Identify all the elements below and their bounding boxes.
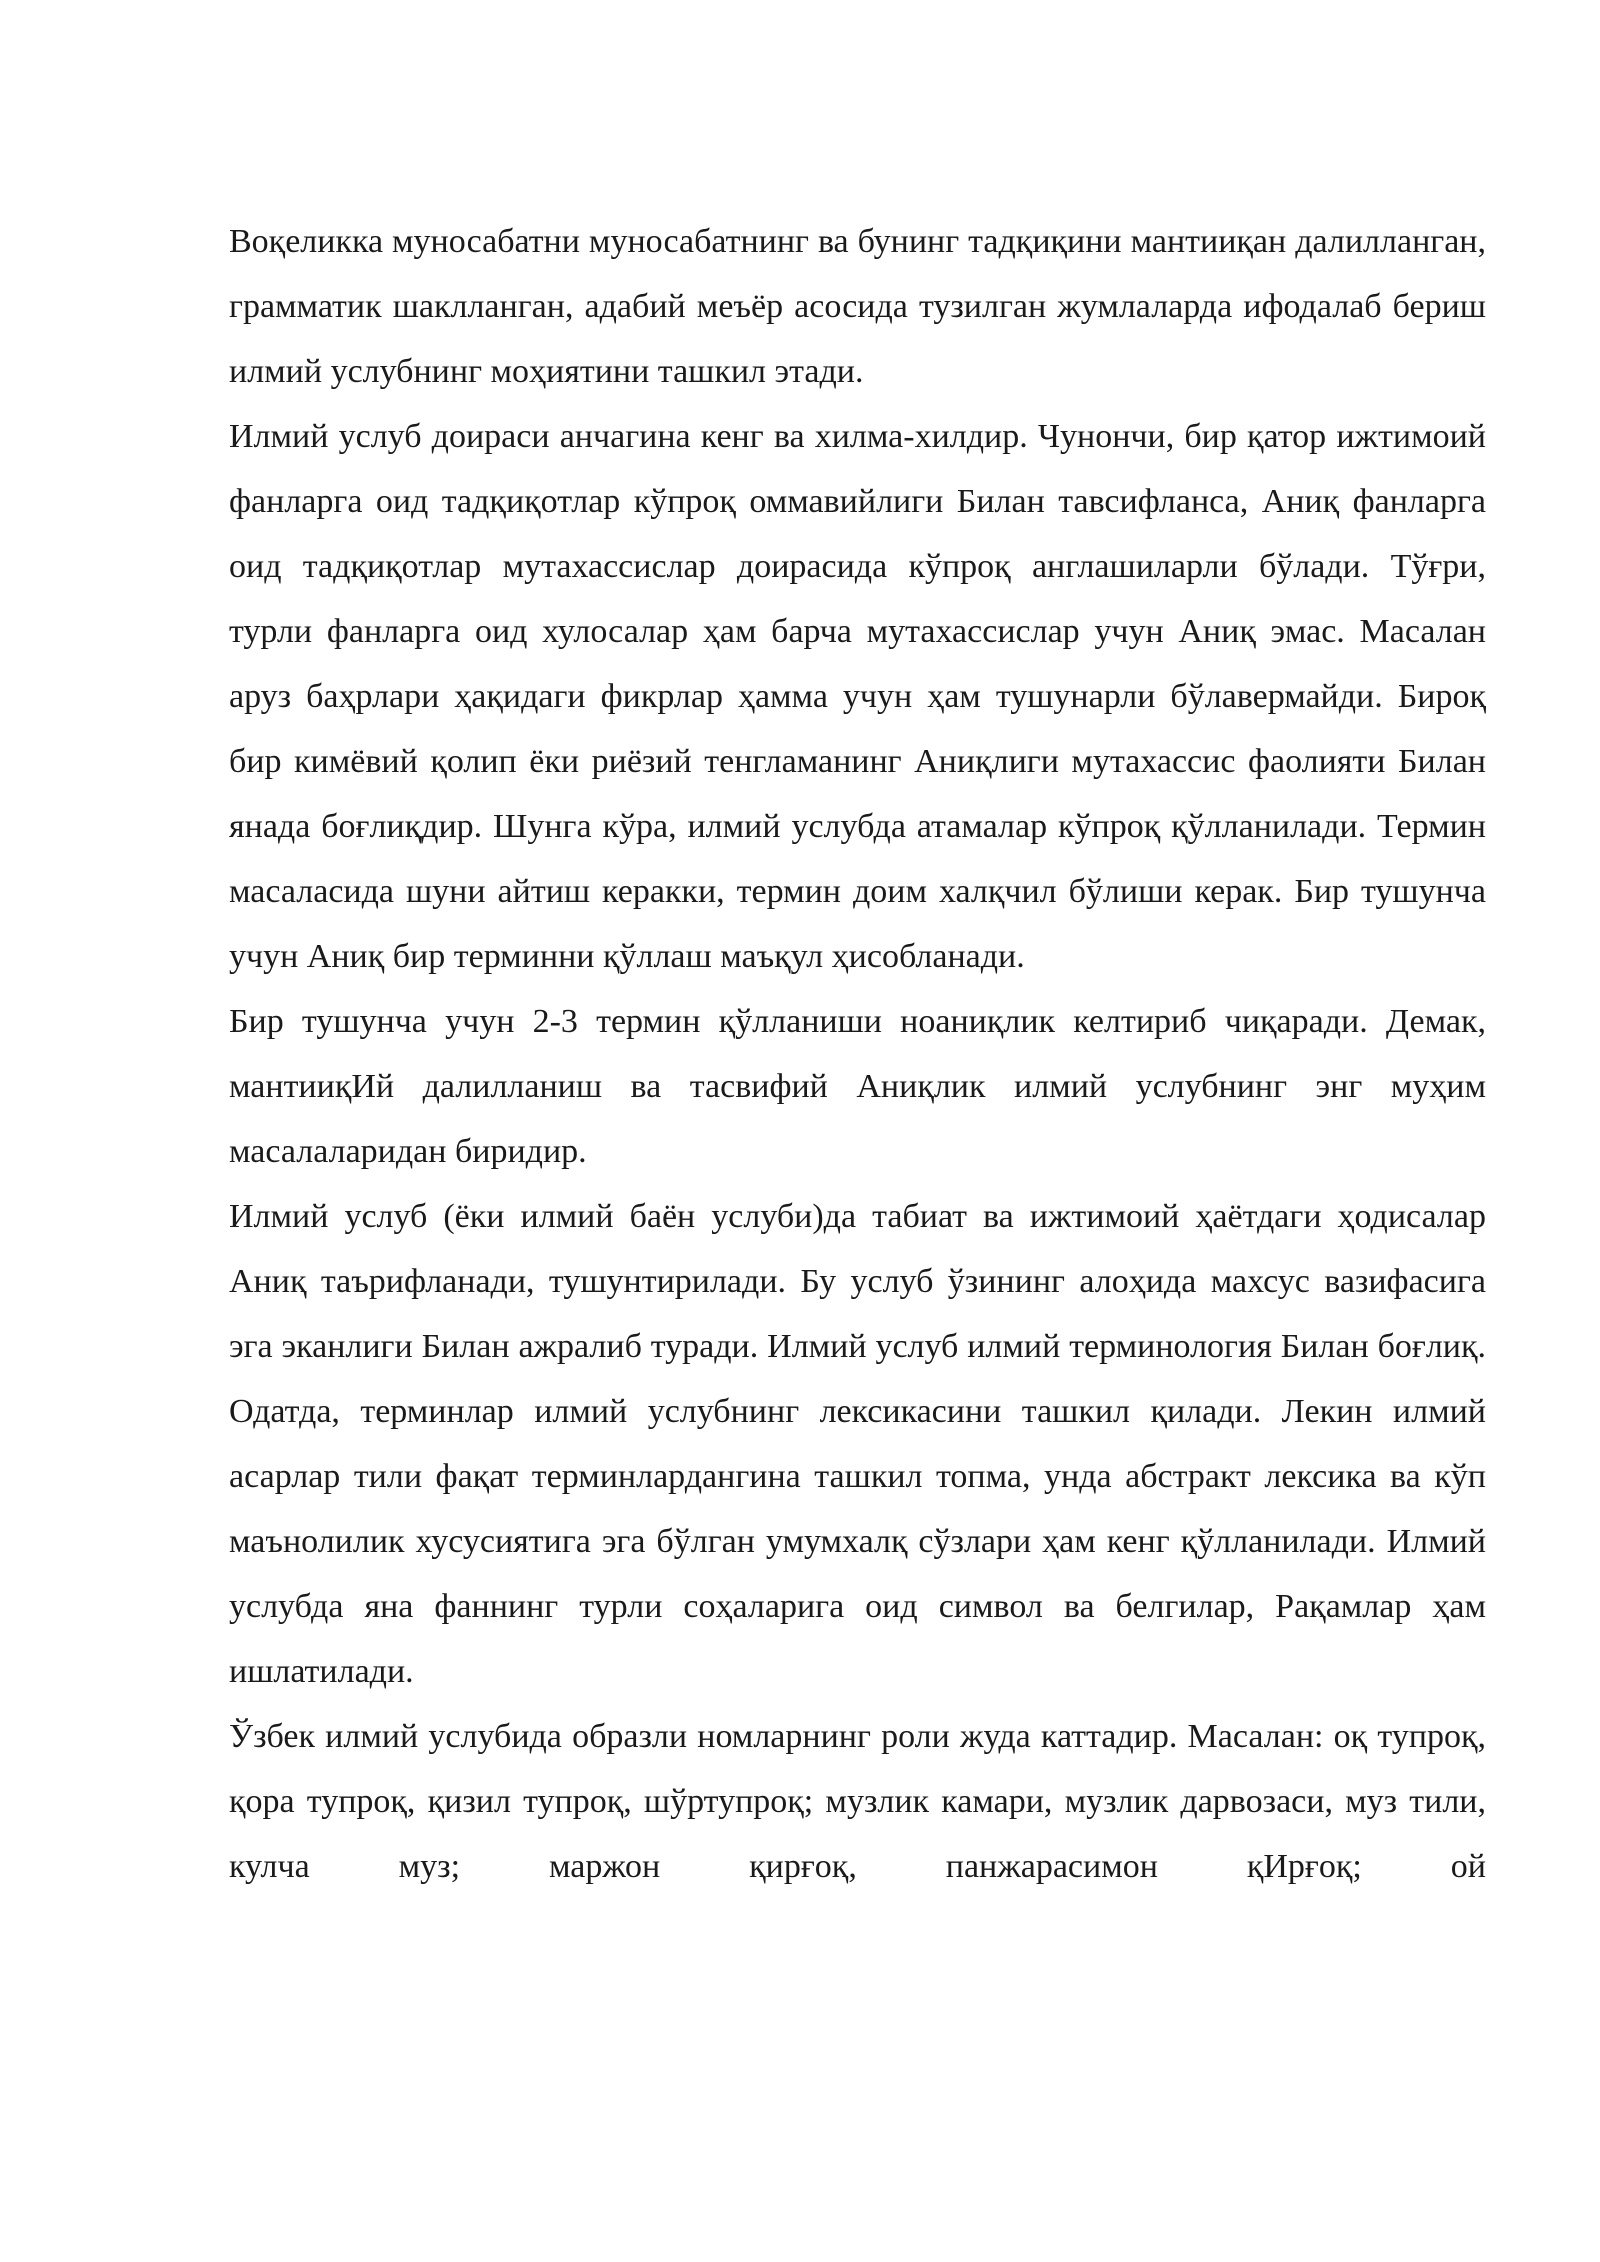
- paragraph-2: Илмий услуб доираси анчагина кенг ва хилма-хилдир. Чунончи, бир қатор ижтимоий фанларга оид тадқиқотлар кўпроқ оммавийлиги Билан тавсифланса, Аниқ фанларга оид тадқиқотлар мутахассислар доирасида кўпроқ англашиларли бўлади. Тўғри, турли фанларга оид хулосалар ҳам барча мутахассислар учун Аниқ эмас. Масалан аруз баҳрлари ҳақидаги фикрлар ҳамма учун ҳам тушунарли бўлавермайди. Бироқ бир кимёвий қолип ёки риёзий тенгламанинг Аниқлиги мутахассис фаолияти Билан янада боғлиқдир. Шунга кўра, илмий услубда атамалар кўпроқ қўлланилади. Термин масаласида шуни айтиш керакки, термин доим халқчил бўлиши керак. Бир тушунча учун Аниқ бир терминни қўллаш маъқул ҳисобланади.: [229, 418, 1486, 975]
- document-body: [229, 209, 1486, 1899]
- paragraph-4: Илмий услуб (ёки илмий баён услуби)да табиат ва ижтимоий ҳаётдаги ҳодисалар Аниқ таърифланади, тушунтирилади. Бу услуб ўзининг алоҳида махсус вазифасига эга эканлиги Билан ажралиб туради. Илмий услуб илмий терминология Билан боғлиқ. Одатда, терминлар илмий услубнинг лексикасини ташкил қилади. Лекин илмий асарлар тили фақат терминлардангина ташкил топма, унда абстракт лексика ва кўп маънолилик хусусиятига эга бўлган умумхалқ сўзлари ҳам кенг қўлланилади. Илмий услубда яна фаннинг турли соҳаларига оид символ ва белгилар, Рақамлар ҳам ишлатилади.: [229, 1198, 1486, 1690]
- paragraph-3: Бир тушунча учун 2-3 термин қўлланиши ноаниқлик келтириб чиқаради. Демак, мантииқИй далилланиш ва тасвифий Аниқлик илмий услубнинг энг муҳим масалаларидан биридир.: [229, 1003, 1486, 1170]
- paragraph-5: Ўзбек илмий услубида образли номларнинг роли жуда каттадир. Масалан: оқ тупроқ, қора тупроқ, қизил тупроқ, шўртупроқ; музлик камари, музлик дарвозаси, муз тили, кулча муз; маржон қирғоқ, панжарасимон қИрғоқ; ой: [229, 1718, 1486, 1885]
- paragraph-1: Воқеликка муносабатни муносабатнинг ва бунинг тадқиқини мантииқан далилланган, грамматик шаклланган, адабий меъёр асосида тузилган жумлаларда ифодалаб бериш илмий услубнинг моҳиятини ташкил этади.: [229, 223, 1486, 390]
